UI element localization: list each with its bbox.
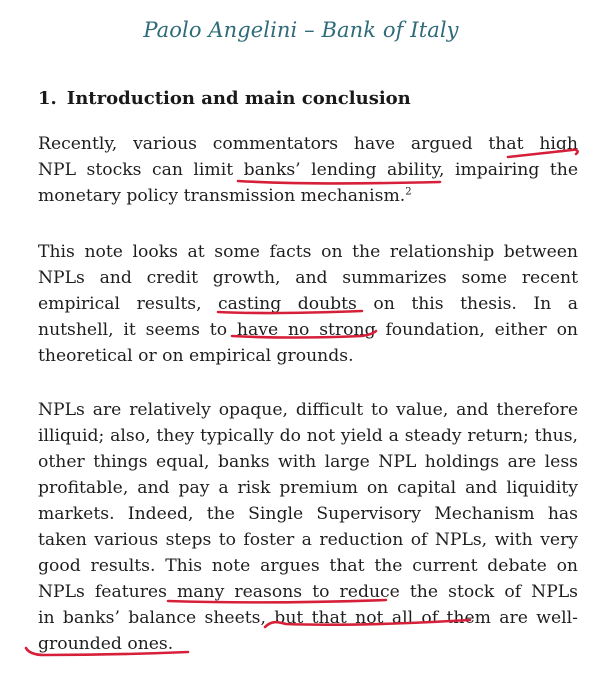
text-line: nutshell, it seems to have no strong foundation, either on	[38, 320, 578, 340]
text-line: illiquid; also, they typically do not yield a steady return; thus,	[38, 426, 578, 446]
paragraph-1	[38, 131, 578, 209]
text-line-content: monetary policy transmission mechanism.	[38, 186, 406, 206]
running-header: Paolo Angelini – Bank of Italy	[143, 18, 459, 42]
text-line: good results. This note argues that the current debate on	[38, 556, 578, 576]
text-line: NPLs are relatively opaque, difficult to value, and therefore	[38, 400, 578, 420]
text-line: markets. Indeed, the Single Supervisory Mechanism has	[38, 504, 578, 524]
text-line: theoretical or on empirical grounds.	[38, 346, 354, 366]
text-line: profitable, and pay a risk premium on capital and liquidity	[38, 478, 578, 498]
text-line: This note looks at some facts on the relationship between	[38, 242, 578, 262]
paragraph-3	[38, 397, 578, 657]
footnote-reference[interactable]: 2	[405, 186, 412, 198]
text-line: grounded ones.	[38, 634, 174, 654]
paragraph-2	[38, 239, 578, 369]
section-number: 1.	[38, 88, 57, 109]
text-line: NPLs features many reasons to reduce the stock of NPLs	[38, 582, 578, 602]
text-line: other things equal, banks with large NPL holdings are less	[38, 452, 578, 472]
text-line: Recently, various commentators have argued that high	[38, 134, 578, 154]
text-line: NPL stocks can limit banks’ lending ability, impairing the	[38, 160, 578, 180]
section-heading	[38, 88, 411, 109]
text-line: empirical results, casting doubts on this thesis. In a	[38, 294, 578, 314]
text-line: in banks’ balance sheets, but that not all of them are well-	[38, 608, 578, 628]
text-line	[38, 183, 578, 209]
text-line: taken various steps to foster a reduction of NPLs, with very	[38, 530, 578, 550]
section-title: Introduction and main conclusion	[66, 88, 411, 109]
text-line: NPLs and credit growth, and summarizes some recent	[38, 268, 578, 288]
